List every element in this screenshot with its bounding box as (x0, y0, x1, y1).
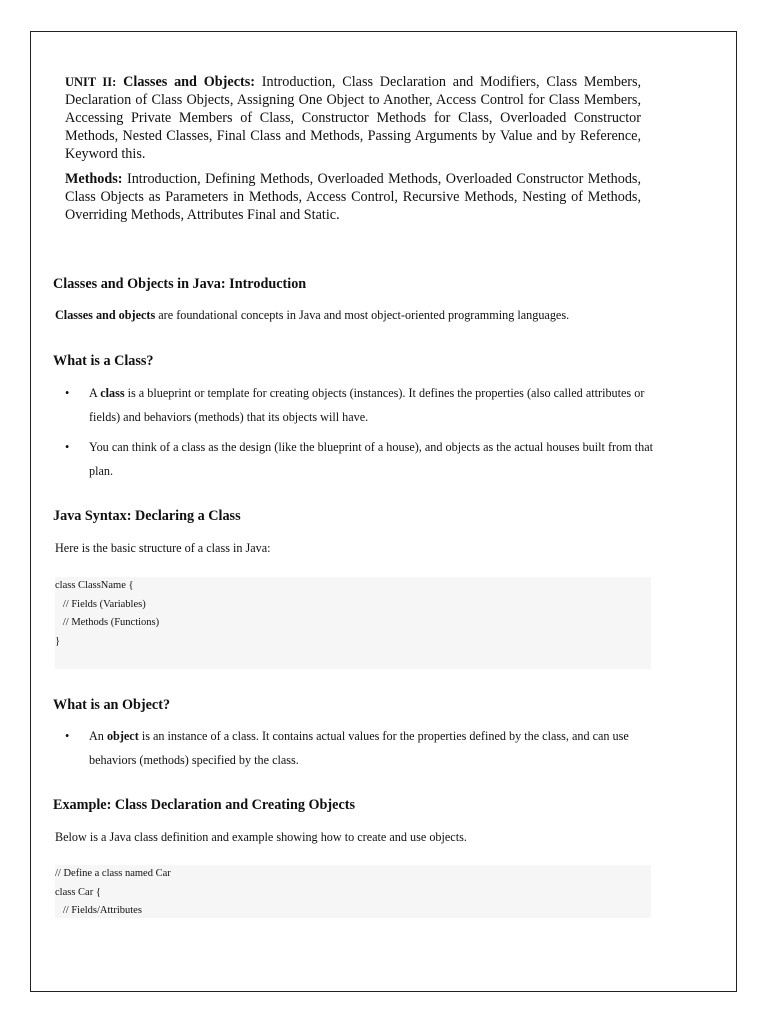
code-line: // Methods (Functions) (55, 617, 160, 628)
code-line: } (55, 635, 61, 647)
unit-text: Introduction, Class Declaration and Modifiers, Class Members, Declaration of Class Objects, Assigning One Object to Another, Access Control for Class Members, Accessing Private Members of Class, Constructor Methods for Class, Overloaded Constructor Methods, Nested Classes, Final Class and Methods, Passing Arguments by Value and by Reference, Keyword this. (65, 74, 642, 162)
heading-what-is-object: What is an Object? (53, 697, 171, 713)
code-line: class Car { (55, 886, 101, 898)
methods-title: Methods: (65, 171, 123, 187)
code-line: // Fields/Attributes (55, 905, 142, 916)
heading-intro: Classes and Objects in Java: Introduction (53, 276, 307, 292)
bullet-icon: • (65, 440, 70, 454)
unit-label: UNIT II: (65, 75, 117, 89)
intro-paragraph (55, 308, 569, 323)
list-item: • An object is an instance of a class. It contains actual values for the properties defined by the class, and can use behaviors (methods) specified by the class. (65, 725, 655, 772)
class-bullet-list (65, 382, 655, 490)
heading-example: Example: Class Declaration and Creating Objects (53, 797, 355, 813)
intro-bold: Classes and objects (55, 308, 156, 322)
object-bullet-list (65, 725, 655, 779)
code-block-class (55, 577, 651, 669)
bullet-icon: • (65, 386, 70, 400)
syntax-paragraph: Here is the basic structure of a class in Java: (55, 541, 271, 555)
example-paragraph: Below is a Java class definition and example showing how to create and use objects. (55, 830, 467, 844)
heading-syntax: Java Syntax: Declaring a Class (53, 508, 241, 524)
bullet-icon: • (65, 729, 70, 743)
unit-title: Classes and Objects: (123, 74, 255, 90)
list-item: • You can think of a class as the design (like the blueprint of a house), and objects as the actual houses built from that plan. (65, 436, 655, 483)
code-line: class ClassName { (55, 580, 134, 591)
code-line: // Define a class named Car (55, 868, 171, 879)
code-block-car (55, 865, 651, 918)
intro-text: are foundational concepts in Java and most object-oriented programming languages. (155, 308, 570, 322)
code-line: // Fields (Variables) (55, 598, 146, 610)
methods-syllabus (65, 170, 641, 224)
unit-syllabus (65, 73, 641, 163)
list-item: • A class is a blueprint or template for creating objects (instances). It defines the properties (also called attributes or fields) and behaviors (methods) that its objects will have. (65, 382, 655, 429)
methods-text: Introduction, Defining Methods, Overloaded Methods, Overloaded Constructor Methods, Class Objects as Parameters in Methods, Access Control, Recursive Methods, Nesting of Methods, Overriding Methods, Attributes Final and Static. (65, 171, 641, 223)
heading-what-is-class: What is a Class? (53, 353, 154, 369)
